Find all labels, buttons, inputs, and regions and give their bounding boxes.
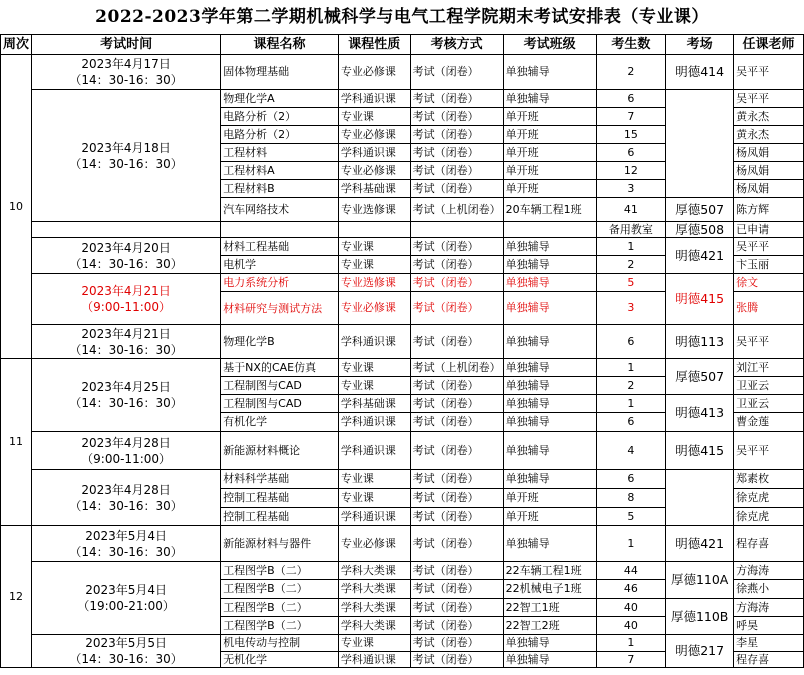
course-type-cell: 学科通识课 xyxy=(338,508,410,526)
exam-method-cell: 考试（闭卷） xyxy=(410,180,503,198)
header-teacher: 任课老师 xyxy=(734,35,804,55)
course-type-cell: 专业课 xyxy=(338,635,410,652)
teacher-cell: 吴平平 xyxy=(734,325,804,359)
exam-time-cell: 2023年4月21日 （9:00-11:00） xyxy=(32,274,221,325)
course-name-cell: 材料工程基础 xyxy=(221,238,339,256)
header-exam-method: 考核方式 xyxy=(410,35,503,55)
course-name-cell: 汽车网络技术 xyxy=(221,198,339,222)
teacher-cell: 吴平平 xyxy=(734,90,804,108)
course-type-cell: 专业课 xyxy=(338,470,410,489)
student-count-cell: 5 xyxy=(596,508,666,526)
course-type-cell: 学科大类课 xyxy=(338,580,410,599)
exam-class-cell: 单独辅导 xyxy=(503,90,596,108)
course-type-cell: 专业必修课 xyxy=(338,126,410,144)
table-row xyxy=(1,359,804,377)
exam-method-cell: 考试（上机闭卷） xyxy=(410,359,503,377)
exam-method-cell: 考试（闭卷） xyxy=(410,292,503,325)
exam-method-cell: 考试（闭卷） xyxy=(410,256,503,274)
exam-room-cell: 厚德110B xyxy=(666,599,734,635)
exam-method-cell: 考试（闭卷） xyxy=(410,635,503,652)
exam-class-cell: 22智工2班 xyxy=(503,617,596,635)
teacher-cell: 吴平平 xyxy=(734,432,804,470)
student-count-cell: 3 xyxy=(596,292,666,325)
student-count-cell: 41 xyxy=(596,198,666,222)
table-row xyxy=(1,222,804,238)
exam-class-cell: 单独辅导 xyxy=(503,413,596,432)
course-name-cell: 电路分析（2） xyxy=(221,126,339,144)
course-name-cell: 物理化学B xyxy=(221,325,339,359)
exam-class-cell xyxy=(503,222,596,238)
course-name-cell: 工程制图与CAD xyxy=(221,377,339,395)
student-count-cell: 44 xyxy=(596,562,666,580)
header-student-count: 考生数 xyxy=(596,35,666,55)
exam-class-cell: 单独辅导 xyxy=(503,470,596,489)
exam-class-cell: 单独辅导 xyxy=(503,359,596,377)
course-name-cell: 物理化学A xyxy=(221,90,339,108)
teacher-cell: 已申请 xyxy=(734,222,804,238)
course-type-cell: 学科基础课 xyxy=(338,180,410,198)
course-name-cell: 工程制图与CAD xyxy=(221,395,339,413)
exam-method-cell: 考试（闭卷） xyxy=(410,144,503,162)
exam-class-cell: 单独辅导 xyxy=(503,292,596,325)
teacher-cell: 李星 xyxy=(734,635,804,652)
course-type-cell: 专业课 xyxy=(338,256,410,274)
course-name-cell: 工程材料B xyxy=(221,180,339,198)
exam-class-cell: 单独辅导 xyxy=(503,395,596,413)
teacher-cell: 黄永杰 xyxy=(734,126,804,144)
course-name-cell: 电力系统分析 xyxy=(221,274,339,292)
teacher-cell: 呼昊 xyxy=(734,617,804,635)
exam-room-cell: 明德113 xyxy=(666,325,734,359)
table-row xyxy=(1,635,804,652)
student-count-cell: 1 xyxy=(596,359,666,377)
exam-class-cell: 单开班 xyxy=(503,108,596,126)
student-count-cell: 备用教室 xyxy=(596,222,666,238)
course-type-cell: 学科通识课 xyxy=(338,413,410,432)
exam-method-cell: 考试（闭卷） xyxy=(410,508,503,526)
course-type-cell: 学科大类课 xyxy=(338,562,410,580)
table-row xyxy=(1,562,804,580)
exam-time-cell: 2023年4月25日 （14：30-16：30） xyxy=(32,359,221,432)
course-name-cell: 材料研究与测试方法 xyxy=(221,292,339,325)
header-row xyxy=(1,35,804,55)
exam-schedule-sheet xyxy=(0,34,804,668)
student-count-cell: 1 xyxy=(596,526,666,562)
table-row xyxy=(1,526,804,562)
course-name-cell: 固体物理基础 xyxy=(221,55,339,90)
teacher-cell: 方海涛 xyxy=(734,599,804,617)
teacher-cell: 杨凤娟 xyxy=(734,144,804,162)
course-name-cell: 机电传动与控制 xyxy=(221,635,339,652)
course-name-cell: 控制工程基础 xyxy=(221,489,339,508)
exam-time-cell: 2023年4月28日 （9:00-11:00） xyxy=(32,432,221,470)
exam-method-cell: 考试（闭卷） xyxy=(410,489,503,508)
exam-class-cell: 单开班 xyxy=(503,144,596,162)
teacher-cell: 张腾 xyxy=(734,292,804,325)
teacher-cell: 刘江平 xyxy=(734,359,804,377)
course-name-cell: 基于NX的CAE仿真 xyxy=(221,359,339,377)
exam-method-cell: 考试（闭卷） xyxy=(410,325,503,359)
course-name-cell: 新能源材料概论 xyxy=(221,432,339,470)
exam-time-cell: 2023年5月5日 （14：30-16：30） xyxy=(32,635,221,668)
course-type-cell: 专业必修课 xyxy=(338,55,410,90)
exam-time-cell: 2023年4月17日 （14：30-16：30） xyxy=(32,55,221,90)
course-name-cell: 工程图学B（二） xyxy=(221,562,339,580)
teacher-cell: 程存喜 xyxy=(734,526,804,562)
course-type-cell: 学科通识课 xyxy=(338,432,410,470)
course-type-cell: 专业课 xyxy=(338,377,410,395)
exam-class-cell: 单独辅导 xyxy=(503,432,596,470)
exam-time-cell: 2023年4月18日 （14：30-16：30） xyxy=(32,90,221,222)
course-type-cell: 专业课 xyxy=(338,108,410,126)
exam-method-cell: 考试（闭卷） xyxy=(410,55,503,90)
course-type-cell: 专业必修课 xyxy=(338,526,410,562)
week-cell: 11 xyxy=(1,359,32,526)
teacher-cell: 卫亚云 xyxy=(734,395,804,413)
exam-class-cell: 单开班 xyxy=(503,508,596,526)
teacher-cell: 卫亚云 xyxy=(734,377,804,395)
course-type-cell: 专业课 xyxy=(338,238,410,256)
header-exam-room: 考场 xyxy=(666,35,734,55)
exam-room-cell xyxy=(666,470,734,526)
student-count-cell: 2 xyxy=(596,256,666,274)
student-count-cell: 1 xyxy=(596,238,666,256)
course-type-cell: 专业必修课 xyxy=(338,162,410,180)
exam-room-cell: 明德421 xyxy=(666,526,734,562)
student-count-cell: 8 xyxy=(596,489,666,508)
student-count-cell: 5 xyxy=(596,274,666,292)
exam-class-cell: 22机械电子1班 xyxy=(503,580,596,599)
student-count-cell: 40 xyxy=(596,599,666,617)
week-cell: 10 xyxy=(1,55,32,359)
exam-method-cell: 考试（闭卷） xyxy=(410,617,503,635)
exam-method-cell: 考试（闭卷） xyxy=(410,413,503,432)
course-type-cell: 学科通识课 xyxy=(338,90,410,108)
exam-room-cell xyxy=(666,90,734,198)
course-name-cell: 无机化学 xyxy=(221,652,339,668)
course-name-cell xyxy=(221,222,339,238)
exam-method-cell: 考试（闭卷） xyxy=(410,432,503,470)
course-type-cell: 专业选修课 xyxy=(338,274,410,292)
student-count-cell: 6 xyxy=(596,413,666,432)
exam-class-cell: 单独辅导 xyxy=(503,256,596,274)
course-name-cell: 控制工程基础 xyxy=(221,508,339,526)
course-name-cell: 有机化学 xyxy=(221,413,339,432)
table-row xyxy=(1,55,804,90)
exam-class-cell: 单独辅导 xyxy=(503,526,596,562)
exam-method-cell: 考试（闭卷） xyxy=(410,126,503,144)
header-exam-time: 考试时间 xyxy=(32,35,221,55)
student-count-cell: 7 xyxy=(596,108,666,126)
exam-class-cell: 单独辅导 xyxy=(503,55,596,90)
exam-class-cell: 单独辅导 xyxy=(503,635,596,652)
exam-class-cell: 22智工1班 xyxy=(503,599,596,617)
student-count-cell: 7 xyxy=(596,652,666,668)
exam-time-cell: 2023年5月4日 （14：30-16：30） xyxy=(32,526,221,562)
course-name-cell: 工程图学B（二） xyxy=(221,580,339,599)
exam-time-cell: 2023年5月4日 （19:00-21:00） xyxy=(32,562,221,635)
exam-method-cell: 考试（闭卷） xyxy=(410,562,503,580)
table-row xyxy=(1,325,804,359)
exam-method-cell: 考试（闭卷） xyxy=(410,599,503,617)
course-type-cell: 学科通识课 xyxy=(338,325,410,359)
exam-time-cell: 2023年4月20日 （14：30-16：30） xyxy=(32,238,221,274)
exam-method-cell: 考试（闭卷） xyxy=(410,652,503,668)
exam-schedule-table xyxy=(0,34,804,668)
exam-class-cell: 单独辅导 xyxy=(503,325,596,359)
teacher-cell: 徐克虎 xyxy=(734,489,804,508)
teacher-cell: 郑素枚 xyxy=(734,470,804,489)
student-count-cell: 15 xyxy=(596,126,666,144)
course-type-cell: 学科大类课 xyxy=(338,617,410,635)
exam-class-cell: 单独辅导 xyxy=(503,274,596,292)
header-course-type: 课程性质 xyxy=(338,35,410,55)
teacher-cell: 程存喜 xyxy=(734,652,804,668)
table-row xyxy=(1,432,804,470)
teacher-cell: 杨凤娟 xyxy=(734,162,804,180)
exam-room-cell: 厚德110A xyxy=(666,562,734,599)
exam-class-cell: 单独辅导 xyxy=(503,238,596,256)
exam-class-cell: 单开班 xyxy=(503,489,596,508)
course-name-cell: 电路分析（2） xyxy=(221,108,339,126)
table-row xyxy=(1,238,804,256)
exam-time-cell: 2023年4月28日 （14：30-16：30） xyxy=(32,470,221,526)
teacher-cell: 吴平平 xyxy=(734,55,804,90)
exam-class-cell: 单开班 xyxy=(503,162,596,180)
header-course-name: 课程名称 xyxy=(221,35,339,55)
student-count-cell: 1 xyxy=(596,395,666,413)
header-week: 周次 xyxy=(1,35,32,55)
course-type-cell: 学科大类课 xyxy=(338,599,410,617)
student-count-cell: 40 xyxy=(596,617,666,635)
week-cell: 12 xyxy=(1,526,32,668)
teacher-cell: 徐克虎 xyxy=(734,508,804,526)
teacher-cell: 徐燕小 xyxy=(734,580,804,599)
student-count-cell: 6 xyxy=(596,325,666,359)
exam-time-cell xyxy=(32,222,221,238)
exam-room-cell: 明德413 xyxy=(666,395,734,432)
exam-room-cell: 明德414 xyxy=(666,55,734,90)
course-name-cell: 工程图学B（二） xyxy=(221,617,339,635)
student-count-cell: 3 xyxy=(596,180,666,198)
exam-method-cell: 考试（闭卷） xyxy=(410,162,503,180)
course-name-cell: 工程材料 xyxy=(221,144,339,162)
exam-method-cell: 考试（闭卷） xyxy=(410,470,503,489)
teacher-cell: 曹金莲 xyxy=(734,413,804,432)
course-type-cell: 专业课 xyxy=(338,489,410,508)
course-type-cell xyxy=(338,222,410,238)
exam-method-cell: 考试（闭卷） xyxy=(410,108,503,126)
exam-room-cell: 厚德508 xyxy=(666,222,734,238)
exam-class-cell: 22车辆工程1班 xyxy=(503,562,596,580)
exam-time-cell: 2023年4月21日 （14：30-16：30） xyxy=(32,325,221,359)
course-type-cell: 专业课 xyxy=(338,359,410,377)
page-title: 2022-2023学年第二学期机械科学与电气工程学院期末考试安排表（专业课） xyxy=(95,7,709,27)
teacher-cell: 吴平平 xyxy=(734,238,804,256)
course-type-cell: 学科基础课 xyxy=(338,395,410,413)
exam-method-cell xyxy=(410,222,503,238)
exam-method-cell: 考试（闭卷） xyxy=(410,274,503,292)
course-type-cell: 专业选修课 xyxy=(338,198,410,222)
course-type-cell: 学科通识课 xyxy=(338,144,410,162)
course-type-cell: 专业必修课 xyxy=(338,292,410,325)
student-count-cell: 1 xyxy=(596,635,666,652)
teacher-cell: 杨凤娟 xyxy=(734,180,804,198)
header-exam-class: 考试班级 xyxy=(503,35,596,55)
exam-method-cell: 考试（闭卷） xyxy=(410,395,503,413)
student-count-cell: 2 xyxy=(596,377,666,395)
exam-method-cell: 考试（闭卷） xyxy=(410,580,503,599)
exam-class-cell: 单开班 xyxy=(503,180,596,198)
teacher-cell: 方海涛 xyxy=(734,562,804,580)
student-count-cell: 6 xyxy=(596,144,666,162)
course-name-cell: 工程图学B（二） xyxy=(221,599,339,617)
exam-method-cell: 考试（上机闭卷） xyxy=(410,198,503,222)
teacher-cell: 卞玉丽 xyxy=(734,256,804,274)
teacher-cell: 黄永杰 xyxy=(734,108,804,126)
exam-room-cell: 明德415 xyxy=(666,274,734,325)
exam-method-cell: 考试（闭卷） xyxy=(410,526,503,562)
teacher-cell: 徐文 xyxy=(734,274,804,292)
exam-room-cell: 厚德507 xyxy=(666,359,734,395)
student-count-cell: 2 xyxy=(596,55,666,90)
exam-class-cell: 单独辅导 xyxy=(503,652,596,668)
student-count-cell: 6 xyxy=(596,470,666,489)
student-count-cell: 4 xyxy=(596,432,666,470)
course-name-cell: 电机学 xyxy=(221,256,339,274)
student-count-cell: 6 xyxy=(596,90,666,108)
teacher-cell: 陈方辉 xyxy=(734,198,804,222)
exam-class-cell: 单独辅导 xyxy=(503,377,596,395)
course-type-cell: 学科通识课 xyxy=(338,652,410,668)
exam-room-cell: 厚德507 xyxy=(666,198,734,222)
exam-method-cell: 考试（闭卷） xyxy=(410,90,503,108)
exam-method-cell: 考试（闭卷） xyxy=(410,377,503,395)
exam-class-cell: 单开班 xyxy=(503,126,596,144)
table-row xyxy=(1,274,804,292)
table-row xyxy=(1,470,804,489)
student-count-cell: 46 xyxy=(596,580,666,599)
exam-room-cell: 明德415 xyxy=(666,432,734,470)
exam-room-cell: 明德421 xyxy=(666,238,734,274)
exam-room-cell: 明德217 xyxy=(666,635,734,668)
exam-class-cell: 20车辆工程1班 xyxy=(503,198,596,222)
table-row xyxy=(1,90,804,108)
course-name-cell: 工程材料A xyxy=(221,162,339,180)
exam-method-cell: 考试（闭卷） xyxy=(410,238,503,256)
course-name-cell: 新能源材料与器件 xyxy=(221,526,339,562)
course-name-cell: 材料科学基础 xyxy=(221,470,339,489)
student-count-cell: 12 xyxy=(596,162,666,180)
